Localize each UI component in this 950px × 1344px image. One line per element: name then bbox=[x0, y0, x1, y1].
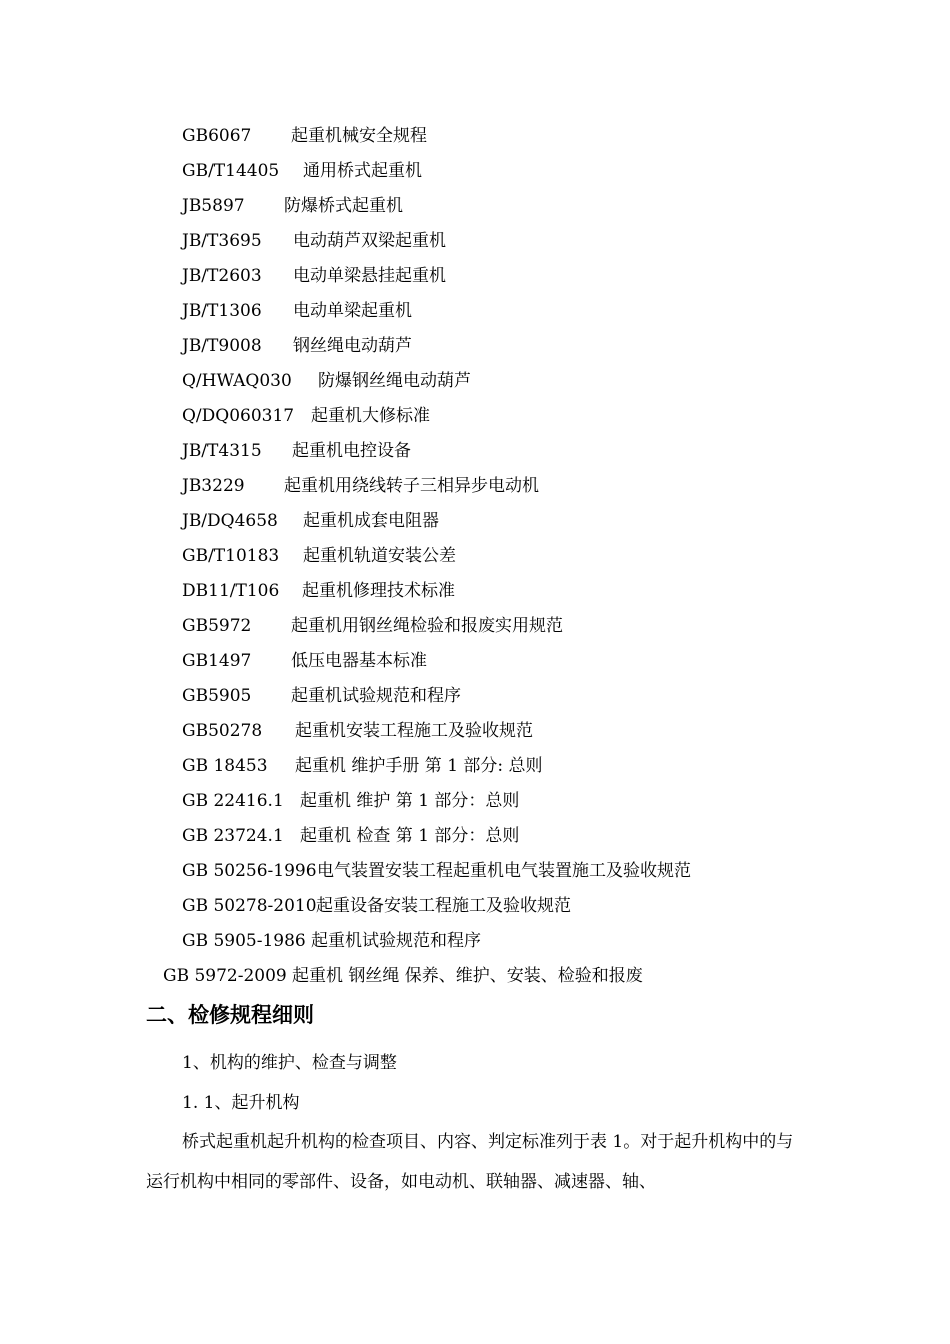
standard-title: 起重机用绕线转子三相异步电动机 bbox=[284, 476, 539, 496]
standard-item bbox=[163, 961, 643, 991]
standard-title: 钢丝绳电动葫芦 bbox=[293, 336, 412, 356]
standard-item bbox=[182, 926, 481, 956]
standard-title: 起重机 维护 第 1 部分：总则 bbox=[300, 791, 520, 811]
standard-item bbox=[182, 121, 427, 151]
standard-code: GB5905 bbox=[182, 686, 252, 706]
standard-title: 起重机电控设备 bbox=[292, 441, 411, 461]
standard-code: JB/T1306 bbox=[182, 301, 262, 321]
standard-title: 电动单梁起重机 bbox=[293, 301, 412, 321]
standard-item bbox=[182, 471, 539, 501]
standard-code: GB/T10183 bbox=[182, 546, 280, 566]
standard-item bbox=[182, 891, 571, 921]
standard-item bbox=[182, 296, 412, 326]
standard-title: 起重设备安装工程施工及验收规范 bbox=[316, 896, 571, 916]
standard-code: GB1497 bbox=[182, 651, 252, 671]
section-heading: 二、检修规程细则 bbox=[146, 1003, 314, 1027]
standard-title: 通用桥式起重机 bbox=[303, 161, 422, 181]
standard-title: 起重机械安全规程 bbox=[291, 126, 427, 146]
standard-item bbox=[182, 331, 412, 361]
subheading: 1、机构的维护、检查与调整 bbox=[182, 1053, 397, 1073]
standard-item bbox=[182, 821, 519, 851]
standard-code: JB/T9008 bbox=[182, 336, 262, 356]
standard-item bbox=[182, 366, 471, 396]
standard-title: 起重机用钢丝绳检验和报废实用规范 bbox=[291, 616, 563, 636]
standard-title: 起重机试验规范和程序 bbox=[291, 686, 461, 706]
standard-code: GB 22416.1 bbox=[182, 791, 284, 811]
standard-title: 起重机 检查 第 1 部分：总则 bbox=[300, 826, 520, 846]
standard-title: 起重机安装工程施工及验收规范 bbox=[295, 721, 533, 741]
standard-title: 低压电器基本标准 bbox=[291, 651, 427, 671]
standard-title: 电气装置安装工程起重机电气装置施工及验收规范 bbox=[317, 861, 691, 881]
standard-code: JB5897 bbox=[182, 196, 245, 216]
standard-item bbox=[182, 786, 519, 816]
standard-item bbox=[182, 856, 691, 886]
standard-code: Q/DQ060317 bbox=[182, 406, 295, 426]
standard-item bbox=[182, 646, 427, 676]
standard-code: GB6067 bbox=[182, 126, 252, 146]
standard-item bbox=[182, 401, 430, 431]
standard-item bbox=[182, 681, 461, 711]
standard-title: 起重机成套电阻器 bbox=[303, 511, 439, 531]
standard-code: GB 5905-1986 bbox=[182, 931, 306, 951]
standard-code: GB5972 bbox=[182, 616, 252, 636]
standard-code: Q/HWAQ030 bbox=[182, 371, 292, 391]
standard-title: 起重机大修标准 bbox=[311, 406, 430, 426]
standard-item bbox=[182, 541, 456, 571]
standard-item bbox=[182, 156, 422, 186]
standard-code: JB/T2603 bbox=[182, 266, 262, 286]
standard-item bbox=[182, 226, 446, 256]
standard-title: 起重机 钢丝绳 保养、维护、安装、检验和报废 bbox=[292, 966, 643, 986]
standard-code: JB/T3695 bbox=[182, 231, 262, 251]
standard-item bbox=[182, 261, 446, 291]
standard-title: 电动单梁悬挂起重机 bbox=[293, 266, 446, 286]
standard-item bbox=[182, 191, 403, 221]
standard-item bbox=[182, 436, 411, 466]
standard-item bbox=[182, 716, 533, 746]
standard-code: GB 18453 bbox=[182, 756, 268, 776]
standard-title: 起重机试验规范和程序 bbox=[311, 931, 481, 951]
standard-title: 防爆桥式起重机 bbox=[284, 196, 403, 216]
standard-item bbox=[182, 506, 439, 536]
standard-item bbox=[182, 576, 455, 606]
standard-title: 起重机轨道安装公差 bbox=[303, 546, 456, 566]
standard-code: JB/DQ4658 bbox=[182, 511, 278, 531]
standard-title: 防爆钢丝绳电动葫芦 bbox=[318, 371, 471, 391]
standard-code: GB 50278-2010 bbox=[182, 896, 317, 916]
standard-title: 起重机修理技术标准 bbox=[302, 581, 455, 601]
subheading: 1. 1、起升机构 bbox=[182, 1093, 300, 1113]
standard-title: 起重机 维护手册 第 1 部分: 总则 bbox=[295, 756, 543, 776]
standard-code: GB50278 bbox=[182, 721, 263, 741]
standard-item bbox=[182, 751, 543, 781]
standard-code: GB 50256-1996 bbox=[182, 861, 317, 881]
standard-code: JB/T4315 bbox=[182, 441, 262, 461]
body-paragraph: 桥式起重机起升机构的检查项目、内容、判定标准列于表 1。对于起升机构中的与运行机构中相同的零部件、设备，如电动机、联轴器、减速器、轴、 bbox=[146, 1132, 794, 1192]
standard-code: GB/T14405 bbox=[182, 161, 280, 181]
standard-code: GB 5972-2009 bbox=[163, 966, 287, 986]
standard-code: JB3229 bbox=[182, 476, 245, 496]
standard-code: DB11/T106 bbox=[182, 581, 280, 601]
standard-code: GB 23724.1 bbox=[182, 826, 284, 846]
standard-title: 电动葫芦双梁起重机 bbox=[293, 231, 446, 251]
standard-item bbox=[182, 611, 563, 641]
